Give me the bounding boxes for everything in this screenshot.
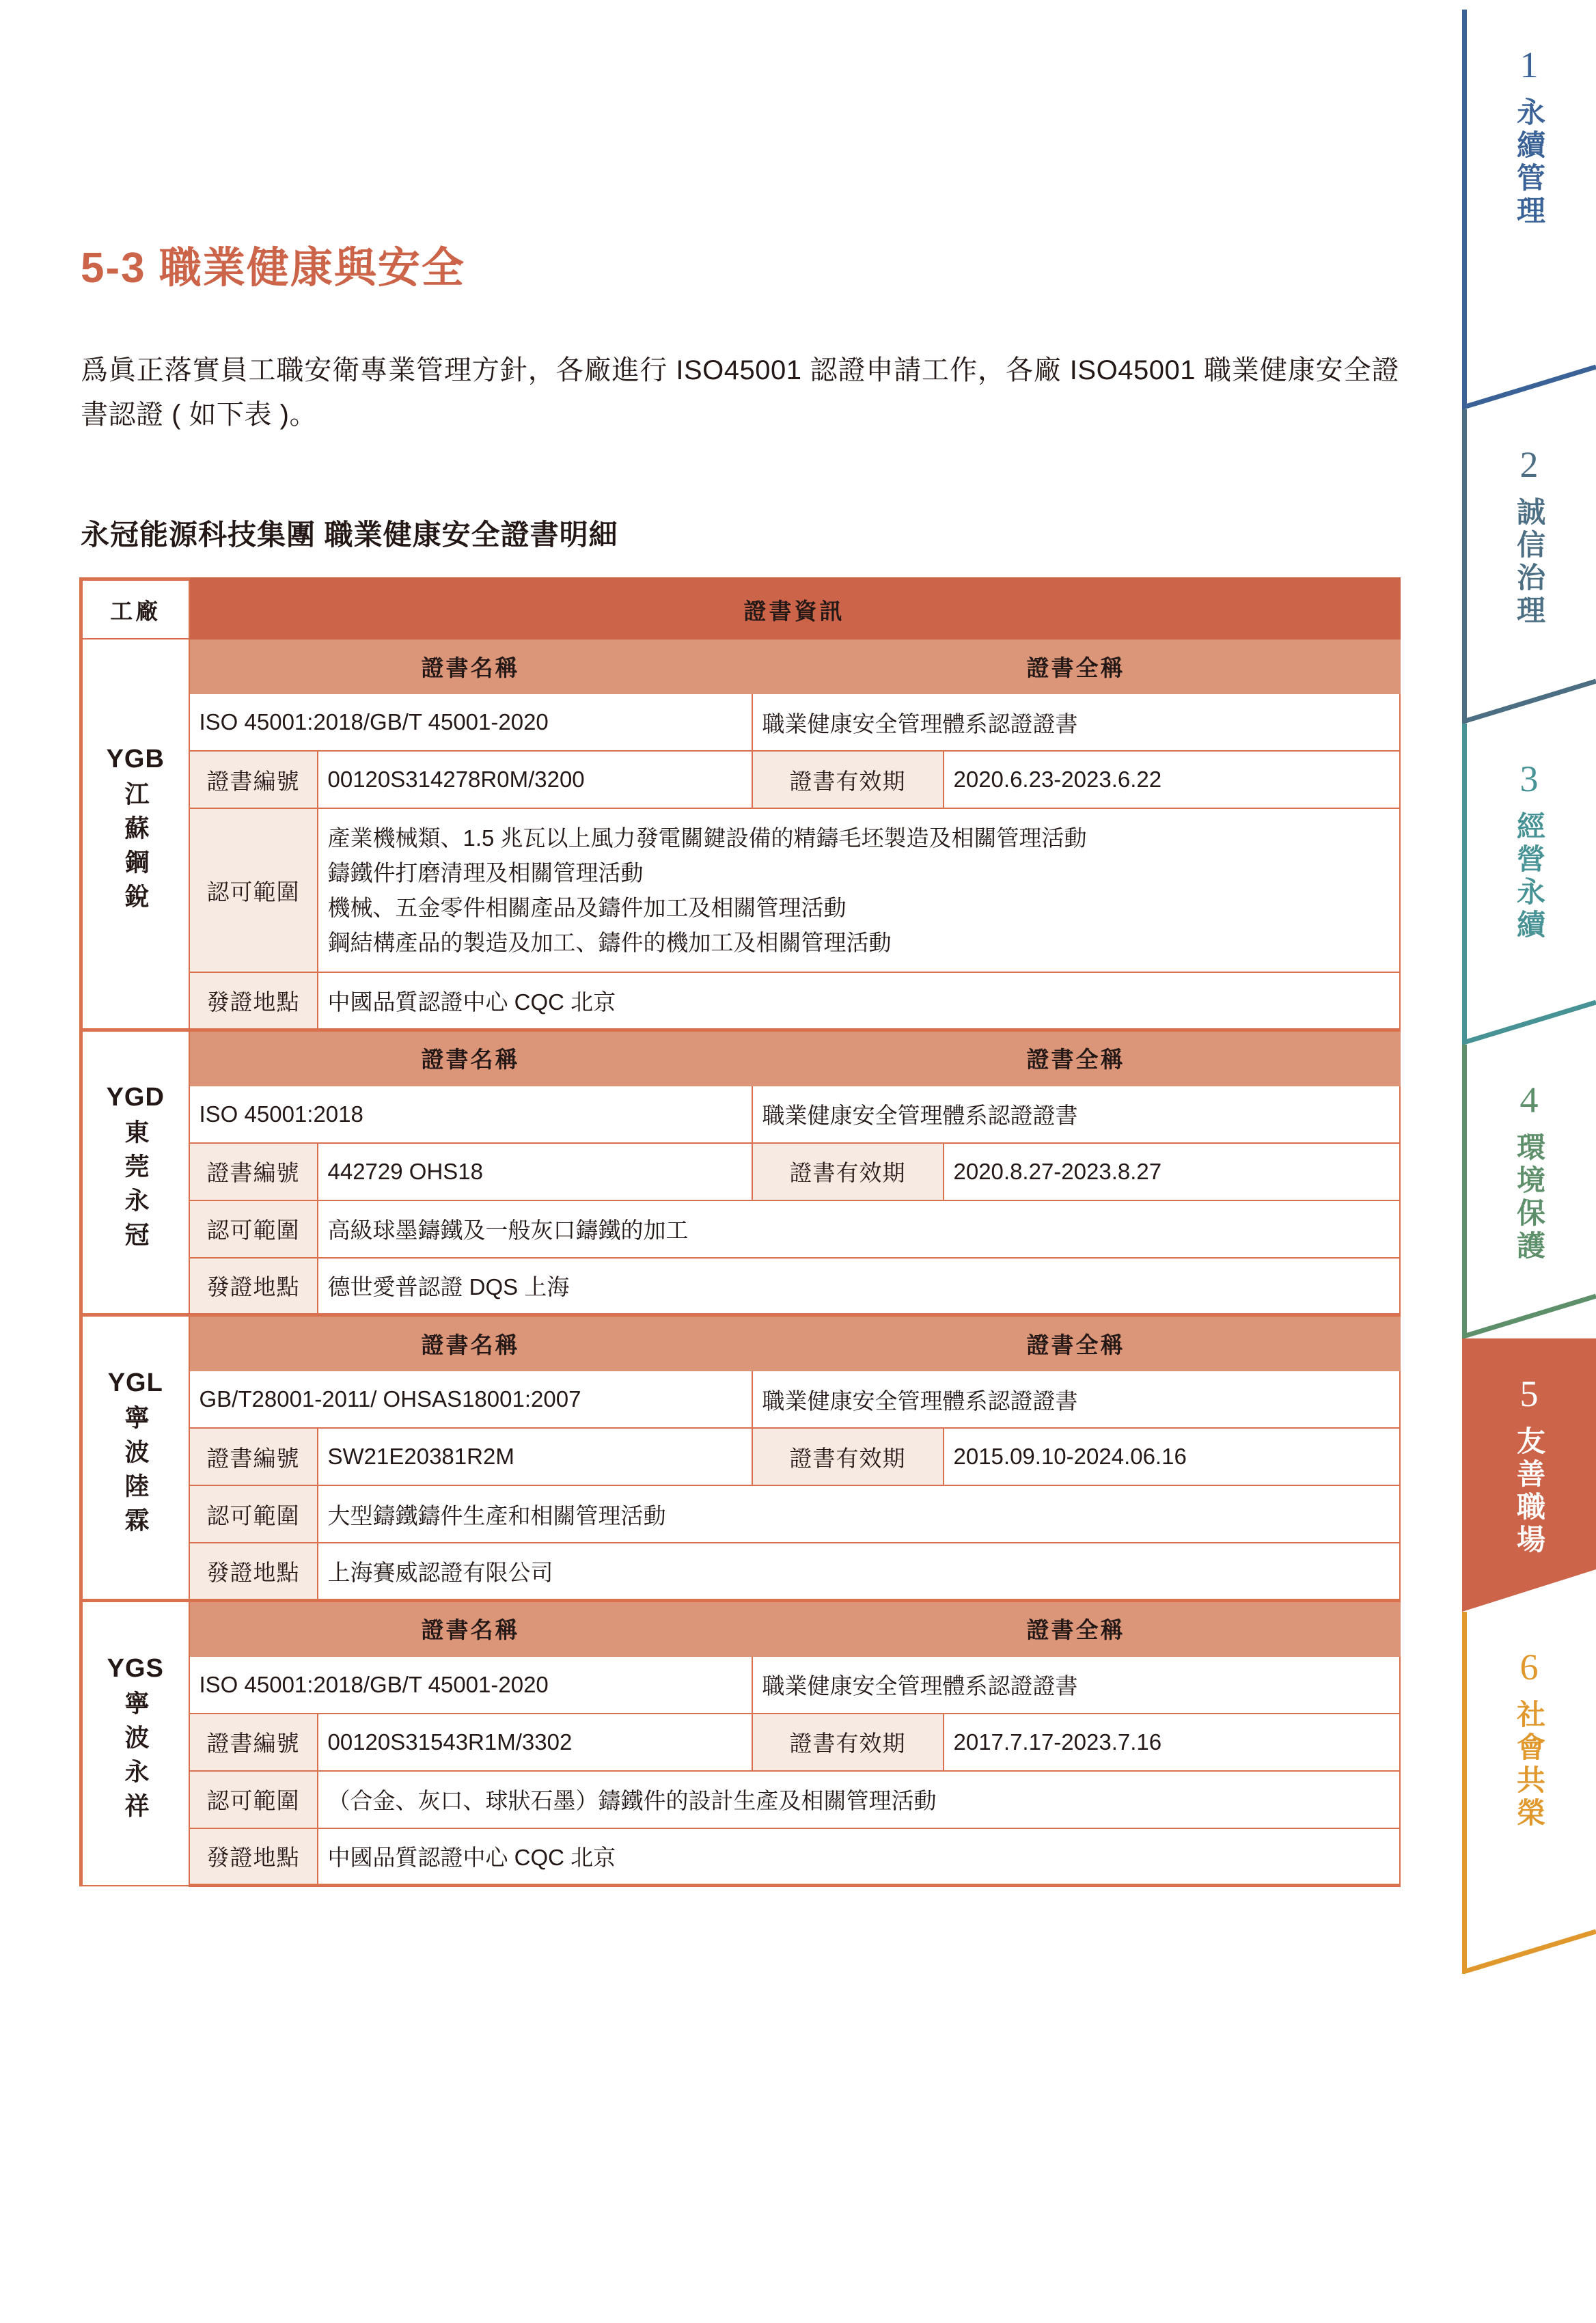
sidebar-item-label: 誠信治理 bbox=[1513, 497, 1546, 628]
sidebar-item-number: 2 bbox=[1519, 444, 1539, 485]
subheader-cert-full-name: 證書全稱 bbox=[752, 1315, 1400, 1371]
factory-cell bbox=[81, 1600, 189, 1886]
sidebar-item-1[interactable] bbox=[1462, 10, 1596, 409]
subheader-cert-full-name: 證書全稱 bbox=[752, 639, 1400, 693]
table-row bbox=[81, 972, 1400, 1030]
cert-number-value: 00120S314278R0M/3200 bbox=[318, 751, 752, 808]
sidebar-item-label: 環境保護 bbox=[1513, 1132, 1546, 1263]
cert-number-value: 442729 OHS18 bbox=[318, 1143, 752, 1200]
side-navigation bbox=[1462, 0, 1596, 2323]
sidebar-item-label: 永續管理 bbox=[1513, 97, 1546, 228]
sidebar-ribbon-shape bbox=[1462, 1338, 1596, 1612]
label-cert-validity: 證書有效期 bbox=[752, 1428, 944, 1485]
sidebar-item-number: 4 bbox=[1519, 1080, 1539, 1121]
cert-validity-value: 2020.8.27-2023.8.27 bbox=[944, 1143, 1400, 1200]
cert-full-name-value: 職業健康安全管理體系認證證書 bbox=[752, 1371, 1400, 1428]
label-scope: 認可範圍 bbox=[189, 1771, 318, 1828]
label-issue-place: 發證地點 bbox=[189, 1543, 318, 1600]
sidebar-item-label: 經營永續 bbox=[1513, 811, 1546, 942]
sidebar-item-number: 5 bbox=[1519, 1373, 1539, 1414]
sidebar-item-label: 社會共榮 bbox=[1513, 1699, 1546, 1830]
cert-number-value: 00120S31543R1M/3302 bbox=[318, 1714, 752, 1771]
header-cert-info: 證書資訊 bbox=[189, 579, 1400, 640]
subheader-cert-name: 證書名稱 bbox=[189, 1315, 752, 1371]
certificate-table bbox=[79, 577, 1401, 1887]
table-row bbox=[81, 1656, 1400, 1714]
subheader-cert-name: 證書名稱 bbox=[189, 639, 752, 693]
table-row bbox=[81, 808, 1400, 972]
subheader-row bbox=[81, 1030, 1400, 1086]
scope-value bbox=[318, 1200, 1400, 1258]
sidebar-item-number: 3 bbox=[1519, 758, 1539, 799]
cert-validity-value: 2017.7.17-2023.7.16 bbox=[944, 1714, 1400, 1771]
label-cert-number: 證書編號 bbox=[189, 1714, 318, 1771]
subheader-cert-name: 證書名稱 bbox=[189, 1600, 752, 1656]
table-row bbox=[81, 1258, 1400, 1315]
cert-validity-value: 2015.09.10-2024.06.16 bbox=[944, 1428, 1400, 1485]
scope-value bbox=[318, 1485, 1400, 1543]
label-cert-number: 證書編號 bbox=[189, 1428, 318, 1485]
sidebar-ribbon-outline bbox=[1465, 409, 1596, 721]
cert-full-name-value: 職業健康安全管理體系認證證書 bbox=[752, 693, 1400, 751]
table-row bbox=[81, 1143, 1400, 1200]
cert-name-value: ISO 45001:2018/GB/T 45001-2020 bbox=[189, 1656, 752, 1714]
sidebar-ribbon-outline bbox=[1465, 1045, 1596, 1336]
factory-name: 寧波永祥 bbox=[122, 1690, 150, 1827]
subheader-row bbox=[81, 1600, 1400, 1656]
cert-full-name-value: 職業健康安全管理體系認證證書 bbox=[752, 1086, 1400, 1143]
subheader-cert-full-name: 證書全稱 bbox=[752, 1030, 1400, 1086]
table-row bbox=[81, 693, 1400, 751]
scope-line: 機械、五金零件相關產品及鑄件加工及相關管理活動 bbox=[327, 895, 847, 920]
factory-code: YGB bbox=[106, 744, 165, 773]
sidebar-item-number: 1 bbox=[1519, 44, 1539, 85]
label-scope: 認可範圍 bbox=[189, 1485, 318, 1543]
table-row bbox=[81, 1485, 1400, 1543]
sidebar-ribbon-shape bbox=[1462, 409, 1596, 724]
header-factory: 工廠 bbox=[81, 579, 189, 640]
sidebar-item-3[interactable] bbox=[1462, 724, 1596, 1045]
sidebar-item-label: 友善職場 bbox=[1513, 1426, 1546, 1557]
sidebar-item-5[interactable] bbox=[1462, 1338, 1596, 1612]
subheader-cert-full-name: 證書全稱 bbox=[752, 1600, 1400, 1656]
page-title: 5-3 職業健康與安全 bbox=[81, 244, 465, 292]
cert-number-value: SW21E20381R2M bbox=[318, 1428, 752, 1485]
sidebar-ribbon-shape bbox=[1462, 724, 1596, 1045]
scope-line: （合金、灰口、球狀石墨）鑄鐵件的設計生產及相關管理活動 bbox=[327, 1788, 937, 1813]
table-row bbox=[81, 1714, 1400, 1771]
sidebar-ribbon-outline bbox=[1465, 10, 1596, 407]
scope-line: 鋼結構產品的製造及加工、鑄件的機加工及相關管理活動 bbox=[327, 930, 892, 956]
subheader-row bbox=[81, 639, 1400, 693]
sidebar-ribbon-outline bbox=[1465, 1612, 1596, 1972]
table-row bbox=[81, 1543, 1400, 1600]
sidebar-ribbon-outline bbox=[1465, 724, 1596, 1043]
table-row bbox=[81, 1086, 1400, 1143]
label-issue-place: 發證地點 bbox=[189, 1828, 318, 1886]
cert-name-value: ISO 45001:2018/GB/T 45001-2020 bbox=[189, 693, 752, 751]
issue-place-value: 上海賽威認證有限公司 bbox=[318, 1543, 1400, 1600]
table-row bbox=[81, 1828, 1400, 1886]
cert-name-value: GB/T28001-2011/ OHSAS18001:2007 bbox=[189, 1371, 752, 1428]
label-scope: 認可範圍 bbox=[189, 1200, 318, 1258]
label-cert-number: 證書編號 bbox=[189, 751, 318, 808]
subheader-row bbox=[81, 1315, 1400, 1371]
label-scope: 認可範圍 bbox=[189, 808, 318, 972]
factory-name: 寧波陸霖 bbox=[122, 1404, 150, 1541]
table-row bbox=[81, 751, 1400, 808]
cert-validity-value: 2020.6.23-2023.6.22 bbox=[944, 751, 1400, 808]
sidebar-item-4[interactable] bbox=[1462, 1045, 1596, 1338]
label-cert-validity: 證書有效期 bbox=[752, 751, 944, 808]
factory-cell bbox=[81, 639, 189, 1030]
factory-name: 東莞永冠 bbox=[122, 1119, 150, 1256]
sidebar-item-6[interactable] bbox=[1462, 1612, 1596, 1974]
table-header-row bbox=[81, 579, 1400, 640]
factory-cell bbox=[81, 1315, 189, 1601]
factory-cell bbox=[81, 1030, 189, 1315]
sidebar-ribbon-shape bbox=[1462, 1045, 1596, 1338]
scope-value bbox=[318, 1771, 1400, 1828]
sidebar-item-2[interactable] bbox=[1462, 409, 1596, 724]
cert-full-name-value: 職業健康安全管理體系認證證書 bbox=[752, 1656, 1400, 1714]
scope-line: 產業機械類、1.5 兆瓦以上風力發電關鍵設備的精鑄毛坯製造及相關管理活動 bbox=[327, 825, 1087, 851]
table-row bbox=[81, 1200, 1400, 1258]
subheader-cert-name: 證書名稱 bbox=[189, 1030, 752, 1086]
scope-line: 鑄鐵件打磨清理及相關管理活動 bbox=[327, 860, 644, 885]
label-cert-validity: 證書有效期 bbox=[752, 1714, 944, 1771]
sidebar-ribbon-shape bbox=[1462, 1612, 1596, 1974]
intro-paragraph: 爲眞正落實員工職安衛專業管理方針，各廠進行 ISO45001 認證申請工作，各廠 ISO45001 職業健康安全證書認證 ( 如下表 )。 bbox=[81, 355, 1399, 430]
table-row bbox=[81, 1371, 1400, 1428]
factory-name: 江蘇鋼銳 bbox=[122, 780, 150, 918]
scope-line: 高級球墨鑄鐵及一般灰口鑄鐵的加工 bbox=[327, 1218, 689, 1243]
label-cert-number: 證書編號 bbox=[189, 1143, 318, 1200]
issue-place-value: 德世愛普認證 DQS 上海 bbox=[318, 1258, 1400, 1315]
sidebar-ribbon-shape bbox=[1462, 10, 1596, 409]
label-issue-place: 發證地點 bbox=[189, 1258, 318, 1315]
scope-line: 大型鑄鐵鑄件生產和相關管理活動 bbox=[327, 1502, 666, 1528]
factory-code: YGS bbox=[107, 1654, 164, 1683]
sidebar-active-fill bbox=[1462, 1338, 1596, 1612]
label-cert-validity: 證書有效期 bbox=[752, 1143, 944, 1200]
cert-name-value: ISO 45001:2018 bbox=[189, 1086, 752, 1143]
table-caption: 永冠能源科技集團 職業健康安全證書明細 bbox=[81, 518, 618, 551]
factory-code: YGL bbox=[107, 1368, 163, 1397]
factory-code: YGD bbox=[106, 1083, 165, 1112]
table-row bbox=[81, 1771, 1400, 1828]
table-row bbox=[81, 1428, 1400, 1485]
issue-place-value: 中國品質認證中心 CQC 北京 bbox=[318, 1828, 1400, 1886]
scope-value bbox=[318, 808, 1400, 972]
label-issue-place: 發證地點 bbox=[189, 972, 318, 1030]
sidebar-item-number: 6 bbox=[1519, 1647, 1539, 1688]
issue-place-value: 中國品質認證中心 CQC 北京 bbox=[318, 972, 1400, 1030]
